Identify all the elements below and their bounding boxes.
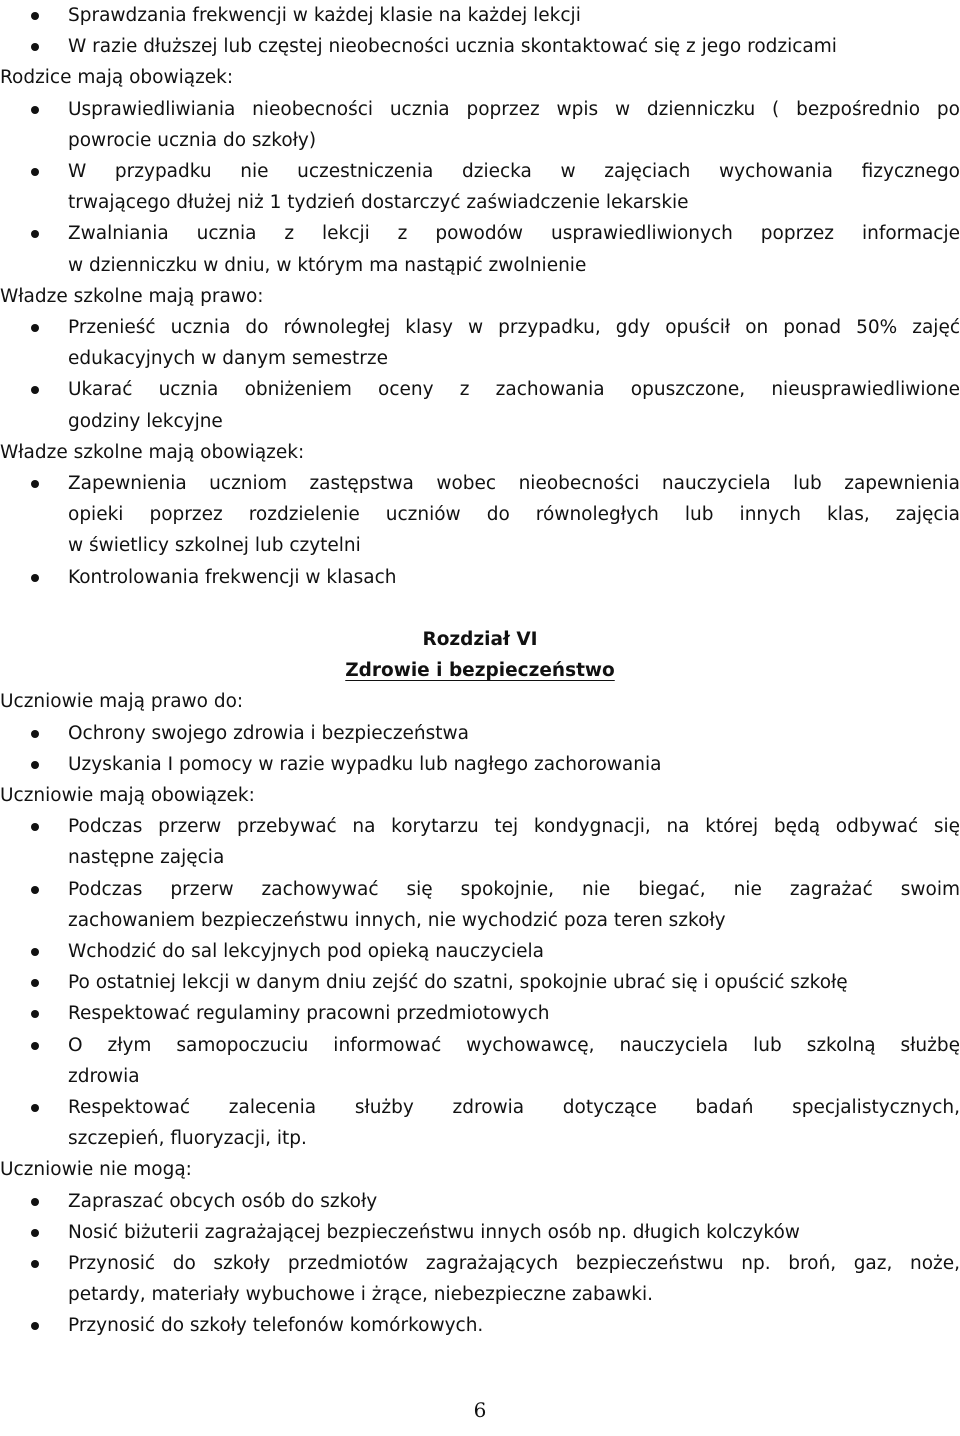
bullet-icon [31, 43, 39, 51]
list-item-text: Przynosić do szkoły telefonów komórkowych. [68, 1315, 484, 1337]
list-item-continuation: trwającego dłużej niż 1 tydzień dostarczyć zaświadczenie lekarskie [68, 192, 689, 214]
list-item [68, 218, 960, 249]
list-item-continuation: petardy, materiały wybuchowe i żrące, niebezpieczne zabawki. [68, 1284, 653, 1306]
list-item [68, 1248, 960, 1279]
list-item-continuation: godziny lekcyjne [68, 410, 223, 432]
page-number: 6 [473, 1398, 487, 1422]
list-item [68, 749, 960, 780]
list-item [68, 936, 960, 967]
list-item [68, 468, 960, 499]
list-item-text: Ukarać ucznia obniżeniem oceny z zachowania opuszczone, nieusprawiedliwione [68, 379, 960, 401]
section-heading: Rodzice mają obowiązek: [0, 67, 234, 89]
list-item-text: Zapraszać obcych osób do szkoły [68, 1190, 378, 1212]
list-item-text: Przenieść ucznia do równoległej klasy w przypadku, gdy opuścił on ponad 50% zajęć [68, 317, 960, 338]
list-item-text: Ochrony swojego zdrowia i bezpieczeństwa [68, 722, 470, 744]
list-item-text: Respektować regulaminy pracowni przedmiotowych [68, 1003, 550, 1025]
bullet-icon [31, 1260, 39, 1268]
bullet-icon [31, 823, 39, 831]
bullet-icon [31, 1322, 39, 1330]
list-item [68, 811, 960, 842]
list-item [68, 0, 960, 31]
bullet-icon [31, 574, 39, 582]
list-item-continuation: następne zajęcia [68, 847, 225, 869]
list-item-text: Podczas przerw zachowywać się spokojnie, nie biegać, nie zagrażać swoim [68, 878, 960, 900]
list-item-continuation: w świetlicy szkolnej lub czytelni [68, 535, 361, 557]
list-item [68, 967, 960, 998]
bullet-icon [31, 1229, 39, 1237]
list-item [68, 31, 960, 62]
bullet-icon [31, 1198, 39, 1206]
list-item-text: Sprawdzania frekwencji w każdej klasie na każdej lekcji [68, 5, 581, 26]
bullet-icon [31, 730, 39, 738]
list-item-text: W przypadku nie uczestniczenia dziecka w zajęciach wychowania fizycznego [68, 161, 960, 182]
list-item-text: W razie dłuższej lub częstej nieobecności ucznia skontaktować się z jego rodzicami [68, 36, 837, 58]
list-item-text: Uzyskania I pomocy w razie wypadku lub nagłego zachorowania [68, 753, 662, 775]
section-heading: Władze szkolne mają obowiązek: [0, 441, 305, 463]
list-item-continuation: szczepień, fluoryzacji, itp. [68, 1128, 307, 1150]
section-heading: Uczniowie nie mogą: [0, 1159, 192, 1181]
bullet-icon [31, 324, 39, 332]
list-item-text: Nosić biżuterii zagrażającej bezpieczeństwu innych osób np. długich kolczyków [68, 1221, 800, 1243]
bullet-icon [31, 230, 39, 238]
blank-line [0, 593, 960, 624]
section-heading: Uczniowie mają obowiązek: [0, 785, 255, 806]
bullet-icon [31, 480, 39, 488]
list-item [68, 1092, 960, 1123]
list-item [68, 1186, 960, 1217]
list-item-continuation: zachowaniem bezpieczeństwu innych, nie wychodzić poza teren szkoły [68, 909, 726, 931]
list-item-text: Przynosić do szkoły przedmiotów zagrażających bezpieczeństwu np. broń, gaz, noże, [68, 1253, 960, 1274]
section-heading: Uczniowie mają prawo do: [0, 691, 244, 713]
list-item-text: Respektować zalecenia służby zdrowia dotyczące badań specjalistycznych, [68, 1097, 960, 1118]
title-text: Zdrowie i bezpieczeństwo [345, 660, 615, 682]
bullet-icon [31, 168, 39, 176]
bullet-icon [31, 12, 39, 20]
list-item-continuation: w dzienniczku w dniu, w którym ma nastąpić zwolnienie [68, 254, 587, 276]
list-item-continuation: edukacyjnych w danym semestrze [68, 348, 388, 370]
list-item [68, 874, 960, 905]
title-text: Rozdział VI [422, 629, 538, 650]
list-item-text: Po ostatniej lekcji w danym dniu zejść do szatni, spokojnie ubrać się i opuścić szkołę [68, 972, 848, 994]
list-item [68, 374, 960, 405]
list-item-text: Zwalniania ucznia z lekcji z powodów usprawiedliwionych poprzez informacje [68, 223, 960, 245]
list-item-text: Kontrolowania frekwencji w klasach [68, 566, 397, 588]
list-item-continuation: zdrowia [68, 1065, 140, 1087]
bullet-icon [31, 1010, 39, 1018]
list-item [68, 312, 960, 343]
list-item-text: Wchodzić do sal lekcyjnych pod opieką nauczyciela [68, 941, 545, 962]
chapter-subtitle [0, 655, 960, 686]
list-item-text: Podczas przerw przebywać na korytarzu tej kondygnacji, na której będą odbywać się [68, 816, 960, 838]
list-item [68, 1310, 960, 1341]
list-item-text: O złym samopoczuciu informować wychowawcę, nauczyciela lub szkolną służbę [68, 1034, 960, 1056]
list-item [68, 562, 960, 593]
bullet-icon [31, 979, 39, 987]
list-item-text: Usprawiedliwiania nieobecności ucznia poprzez wpis w dzienniczku ( bezpośrednio po [68, 98, 960, 120]
bullet-icon [31, 886, 39, 894]
bullet-icon [31, 386, 39, 394]
section-heading: Władze szkolne mają prawo: [0, 285, 264, 307]
bullet-icon [31, 948, 39, 956]
list-item [68, 1217, 960, 1248]
list-item-text: Zapewnienia uczniom zastępstwa wobec nieobecności nauczyciela lub zapewnienia [68, 473, 960, 494]
bullet-icon [31, 1104, 39, 1112]
list-item [68, 94, 960, 125]
bullet-icon [31, 106, 39, 114]
list-item-continuation: powrocie ucznia do szkoły) [68, 129, 317, 151]
list-item-continuation: opieki poprzez rozdzielenie uczniów do równoległych lub innych klas, zajęcia [68, 504, 960, 526]
bullet-icon [31, 1042, 39, 1050]
list-item [68, 1030, 960, 1061]
chapter-title [0, 624, 960, 655]
list-item [68, 156, 960, 187]
list-item [68, 718, 960, 749]
list-item [68, 998, 960, 1029]
bullet-icon [31, 761, 39, 769]
